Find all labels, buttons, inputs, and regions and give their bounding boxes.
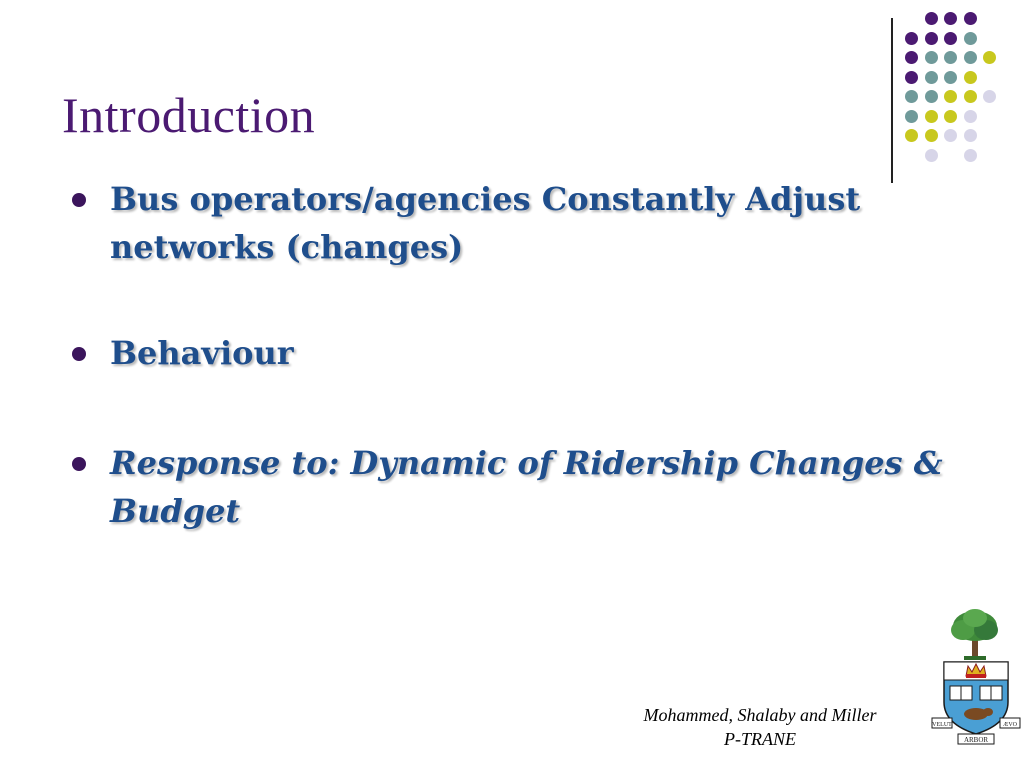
decorative-dot [905,71,918,84]
decorative-dot [983,51,996,64]
bullet-text: Response to: Dynamic of Ridership Changes & Budget [110,444,943,530]
bullet-item [70,439,990,535]
decorative-dot [964,32,977,45]
decorative-dot [964,110,977,123]
decorative-dot [944,51,957,64]
decorative-dot [964,12,977,25]
decorative-dot [905,32,918,45]
motto-left: VELUT [932,722,952,728]
decorative-dot [964,149,977,162]
title-divider-line [891,18,893,183]
decorative-dot [944,129,957,142]
decorative-dot [925,149,938,162]
slide-footer [600,703,920,751]
decorative-dot-grid [905,12,1015,162]
decorative-dot [925,129,938,142]
footer-project: P-TRANE [724,729,796,749]
decorative-dot [944,71,957,84]
slide-title: Introduction [62,87,316,143]
motto-bottom: ARBOR [963,736,989,744]
bullet-text: Behaviour [110,334,294,372]
decorative-dot [905,129,918,142]
bullet-dot-icon [72,457,86,471]
decorative-dot [925,12,938,25]
decorative-dot [905,90,918,103]
decorative-dot [964,51,977,64]
bullet-dot-icon [72,347,86,361]
decorative-dot [964,71,977,84]
decorative-dot [983,90,996,103]
bullet-text: Bus operators/agencies Constantly Adjust networks (changes) [110,180,861,266]
decorative-dot [944,12,957,25]
motto-right: ÆVO [1002,722,1018,728]
decorative-dot [925,32,938,45]
decorative-dot [944,32,957,45]
decorative-dot [964,129,977,142]
decorative-dot [925,90,938,103]
university-crest-icon [928,606,1024,750]
decorative-dot [944,110,957,123]
decorative-dot [944,90,957,103]
decorative-dot [905,51,918,64]
bullet-item [70,329,990,377]
decorative-dot [925,110,938,123]
decorative-dot [964,90,977,103]
bullet-item [70,175,990,271]
bullet-dot-icon [72,193,86,207]
decorative-dot [925,51,938,64]
decorative-dot [905,110,918,123]
bullet-list [70,175,990,535]
footer-authors: Mohammed, Shalaby and Miller [643,705,877,725]
decorative-dot [925,71,938,84]
